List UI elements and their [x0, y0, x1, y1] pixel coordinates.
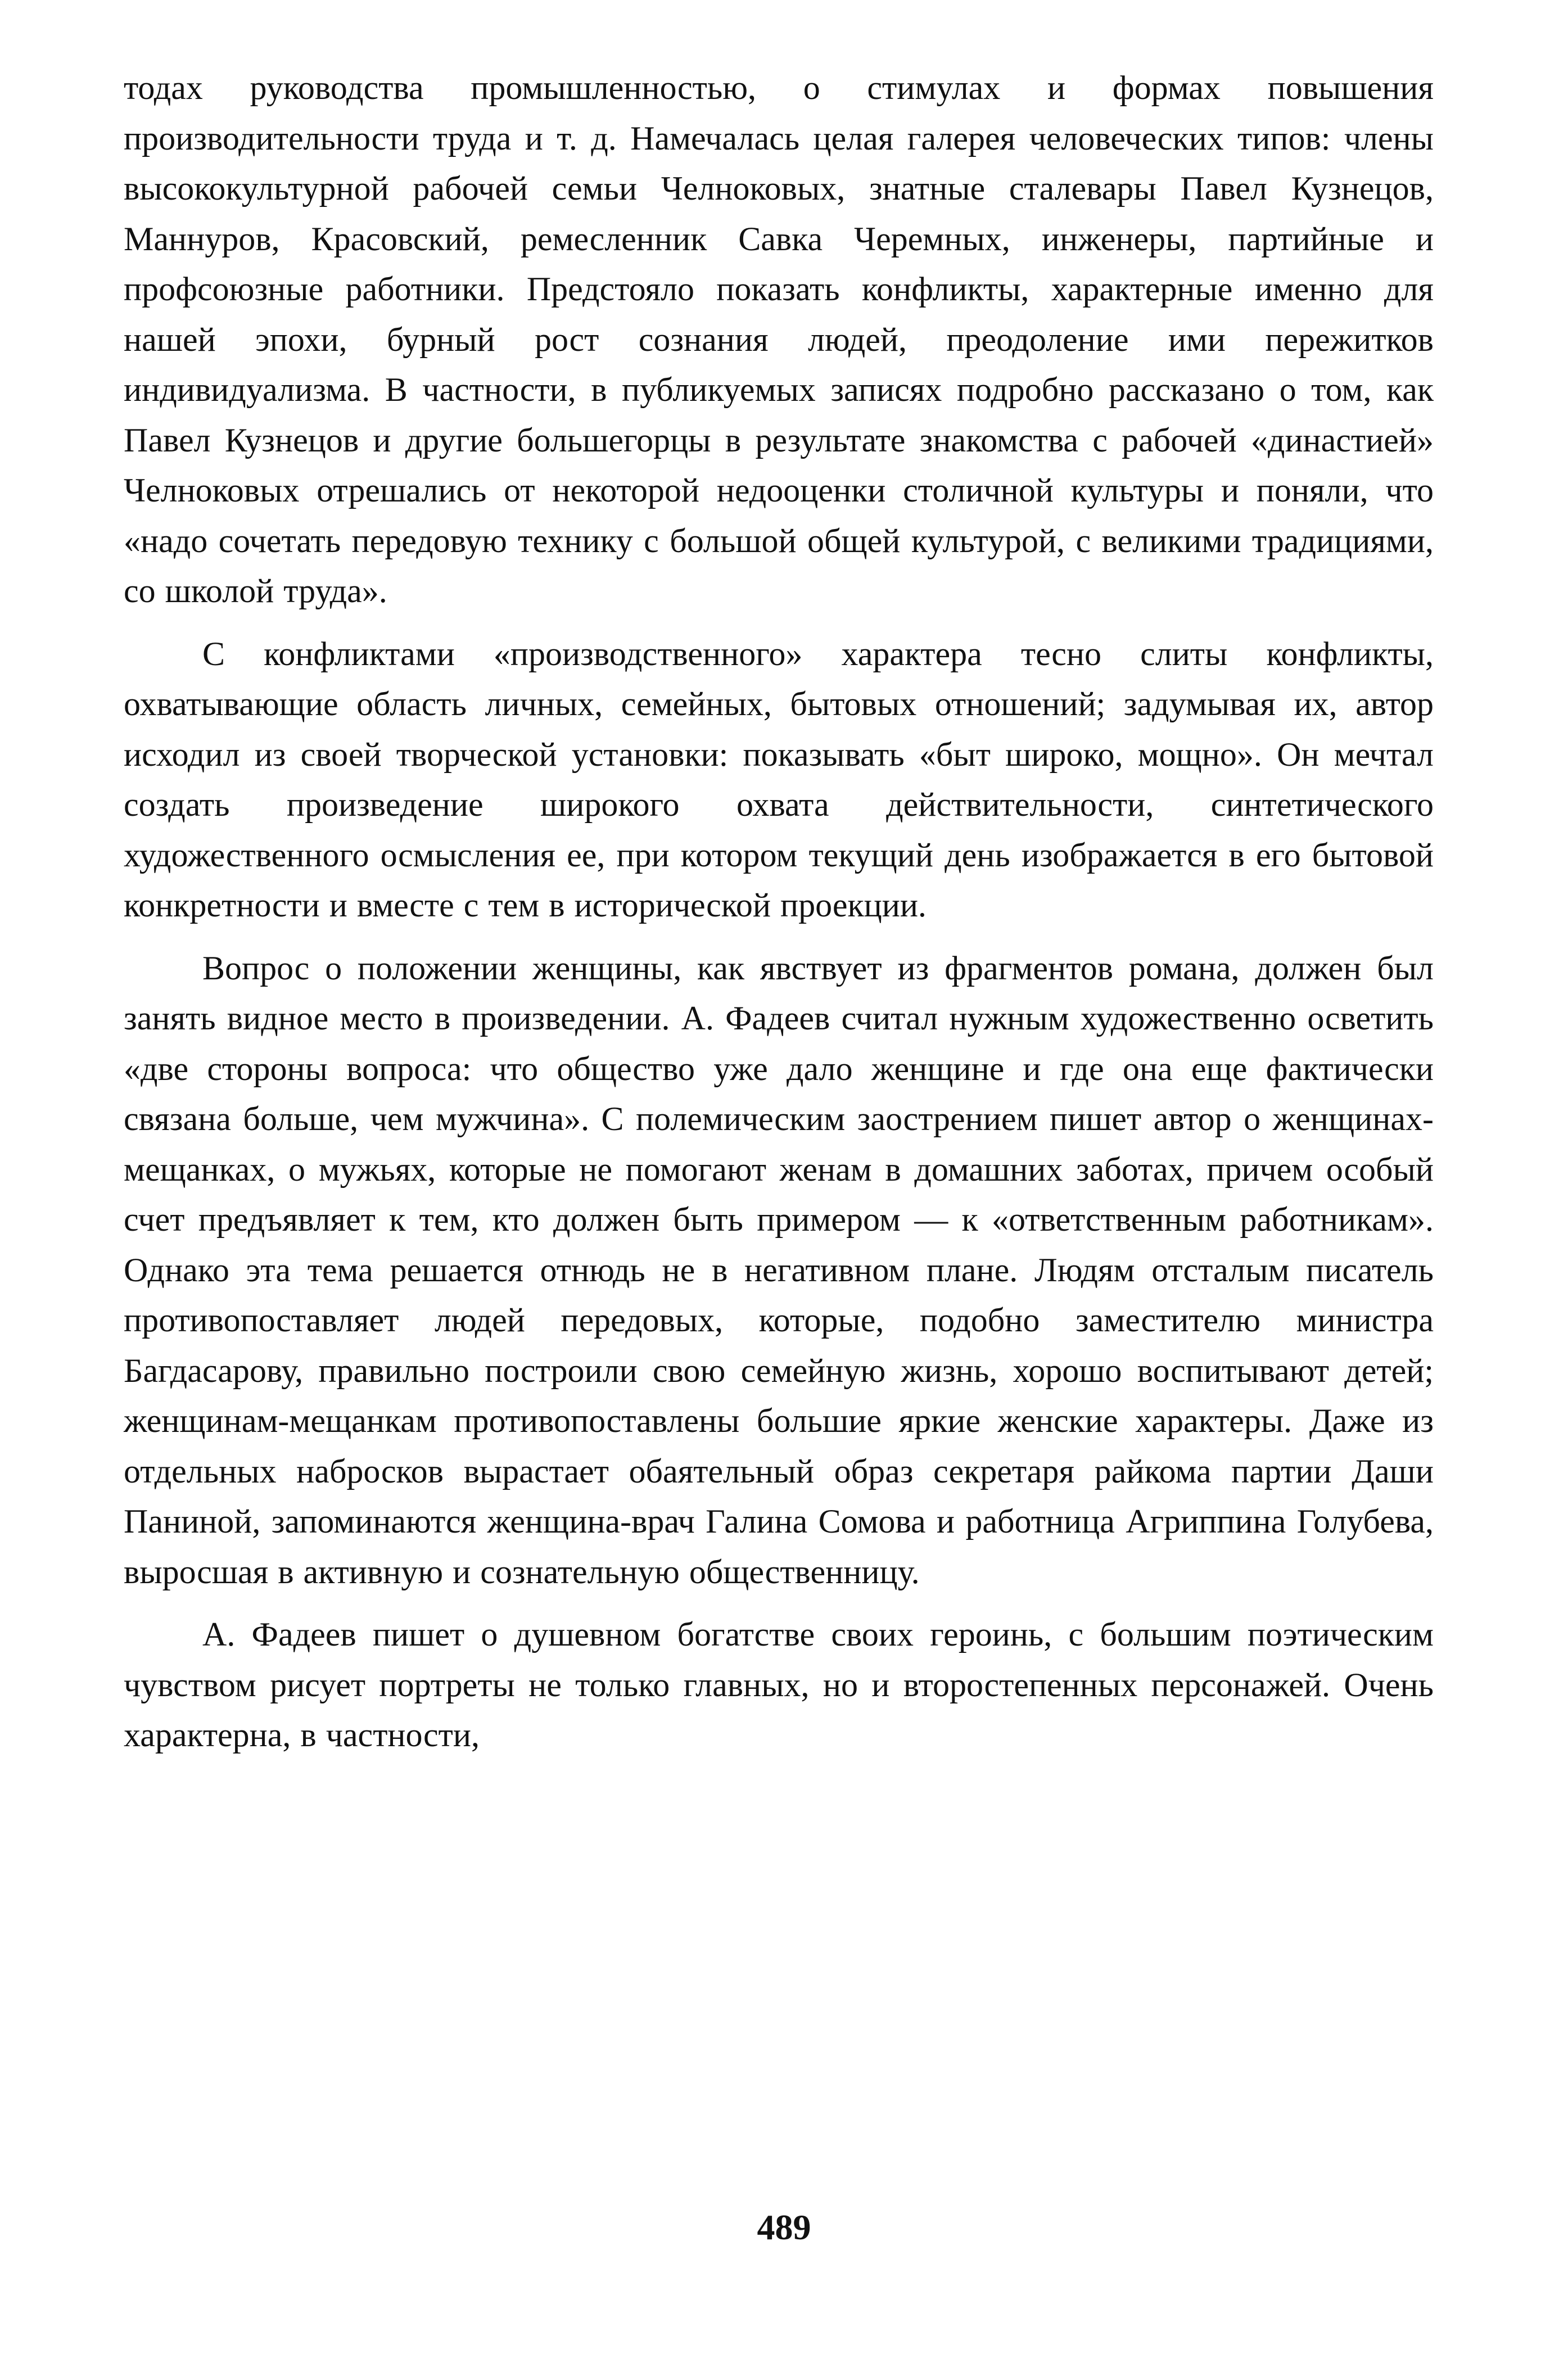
text-column	[124, 63, 1434, 1761]
page-number: 489	[757, 2207, 811, 2247]
paragraph-3: Вопрос о положении женщины, как явствует из фрагментов романа, должен был занять видное место в произведении. А. Фадеев считал нужным художественно осветить «две стороны вопроса: что общество уже дало женщине и где она еще фактически связана больше, чем мужчина». С полемическим заострением пишет автор о женщинах-мещанках, о мужьях, которые не помогают женам в домашних заботах, причем особый счет предъявляет к тем, кто должен быть примером — к «ответственным работникам». Однако эта тема решается отнюдь не в негативном плане. Людям отсталым писатель противопоставляет людей передовых, которые, подобно заместителю министра Багдасарову, правильно построили свою семейную жизнь, хорошо воспитывают детей; женщинам-мещанкам противопоставлены большие яркие женские характеры. Даже из отдельных набросков вырастает обаятельный образ секретаря райкома партии Даши Паниной, запоминаются женщина-врач Галина Сомова и работница Агриппина Голубева, выросшая в активную и сознательную общественницу.	[124, 949, 1434, 1590]
paragraph-1: тодах руководства промышленностью, о стимулах и формах повышения производительности труда и т. д. Намечалась целая галерея человеческих типов: члены высококультурной рабочей семьи Челноковых, знатные сталевары Павел Кузнецов, Маннуров, Красовский, ремесленник Савка Черемных, инженеры, партийные и профсоюзные работники. Предстояло показать конфликты, характерные именно для нашей эпохи, бурный рост сознания людей, преодоление ими пережитков индивидуализма. В частности, в публикуемых записях подробно рассказано о том, как Павел Кузнецов и другие большегорцы в результате знакомства с рабочей «династией» Челноковых отрешались от некоторой недооценки столичной культуры и поняли, что «надо сочетать передовую технику с большой общей культурой, с великими традициями, со школой труда».	[124, 69, 1434, 609]
paragraph-4: А. Фадеев пишет о душевном богатстве своих героинь, с большим поэтическим чувством рисует портреты не только главных, но и второстепенных персонажей. Очень характерна, в частности,	[124, 1616, 1434, 1754]
paragraph-2: С конфликтами «производственного» характера тесно слиты конфликты, охватывающие область личных, семейных, бытовых отношений; задумывая их, автор исходил из своей творческой установки: показывать «быт широко, мощно». Он мечтал создать произведение широкого охвата действительности, синтетического художественного осмысления ее, при котором текущий день изображается в его бытовой конкретности и вместе с тем в исторической проекции.	[124, 635, 1434, 924]
